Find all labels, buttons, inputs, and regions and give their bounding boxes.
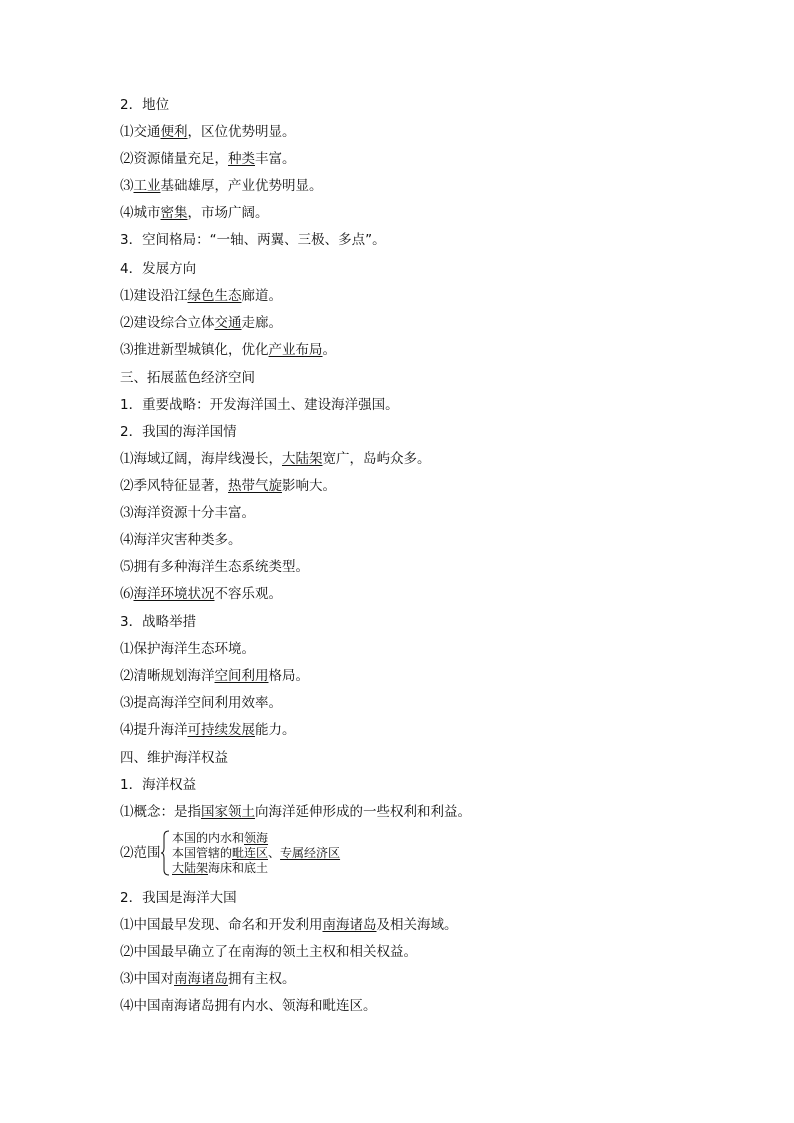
situation-item-3: ⑶海洋资源十分丰富。: [120, 505, 255, 521]
measures-item-2: ⑵清晰规划海洋空间利用格局。: [120, 668, 309, 684]
situation-item-6: ⑹海洋环境状况不容乐观。: [120, 586, 282, 602]
situation-item-2: ⑵季风特征显著，热带气旋影响大。: [120, 478, 336, 494]
range-item-2: 本国管辖的毗连区、专属经济区: [172, 846, 341, 860]
development-heading: 4．发展方向: [120, 261, 197, 277]
measures-heading: 3．战略举措: [120, 614, 197, 630]
range-item-3: 大陆架海床和底土: [172, 861, 269, 875]
measures-item-4: ⑷提升海洋可持续发展能力。: [120, 722, 296, 738]
measures-item-3: ⑶提高海洋空间利用效率。: [120, 695, 282, 711]
development-item-2: ⑵建设综合立体交通走廊。: [120, 315, 282, 331]
big-item-4: ⑷中国南海诸岛拥有内水、领海和毗连区。: [120, 998, 377, 1014]
big-heading: 2．我国是海洋大国: [120, 890, 237, 906]
measures-item-1: ⑴保护海洋生态环境。: [120, 641, 255, 657]
rights-concept: ⑴概念：是指国家领土向海洋延伸形成的一些权利和利益。: [120, 804, 471, 820]
situation-item-5: ⑸拥有多种海洋生态系统类型。: [120, 559, 309, 575]
layout-pattern: 3．空间格局：“一轴、两翼、三极、多点”。: [120, 232, 386, 248]
situation-item-1: ⑴海域辽阔，海岸线漫长，大陆架宽广，岛屿众多。: [120, 451, 431, 467]
big-item-1: ⑴中国最早发现、命名和开发利用南海诸岛及相关海域。: [120, 917, 458, 933]
position-item-1: ⑴交通便利，区位优势明显。: [120, 124, 296, 140]
range-item-1: 本国的内水和领海: [172, 831, 269, 845]
situation-item-4: ⑷海洋灾害种类多。: [120, 532, 242, 548]
big-item-2: ⑵中国最早确立了在南海的领土主权和相关权益。: [120, 944, 417, 960]
position-item-2: ⑵资源储量充足，种类丰富。: [120, 151, 296, 167]
section3-title: 三、拓展蓝色经济空间: [120, 370, 255, 386]
position-heading: 2．地位: [120, 97, 170, 113]
brace-icon: [160, 830, 170, 876]
section3-strategy: 1．重要战略：开发海洋国土、建设海洋强国。: [120, 397, 399, 413]
rights-range: [120, 830, 420, 876]
big-item-3: ⑶中国对南海诸岛拥有主权。: [120, 971, 296, 987]
position-item-3: ⑶工业基础雄厚，产业优势明显。: [120, 178, 323, 194]
development-item-3: ⑶推进新型城镇化，优化产业布局。: [120, 342, 336, 358]
development-item-1: ⑴建设沿江绿色生态廊道。: [120, 288, 282, 304]
rights-heading: 1．海洋权益: [120, 777, 197, 793]
section4-title: 四、维护海洋权益: [120, 750, 228, 766]
range-label: ⑵范围: [120, 845, 161, 861]
situation-heading: 2．我国的海洋国情: [120, 424, 237, 440]
position-item-4: ⑷城市密集，市场广阔。: [120, 205, 269, 221]
